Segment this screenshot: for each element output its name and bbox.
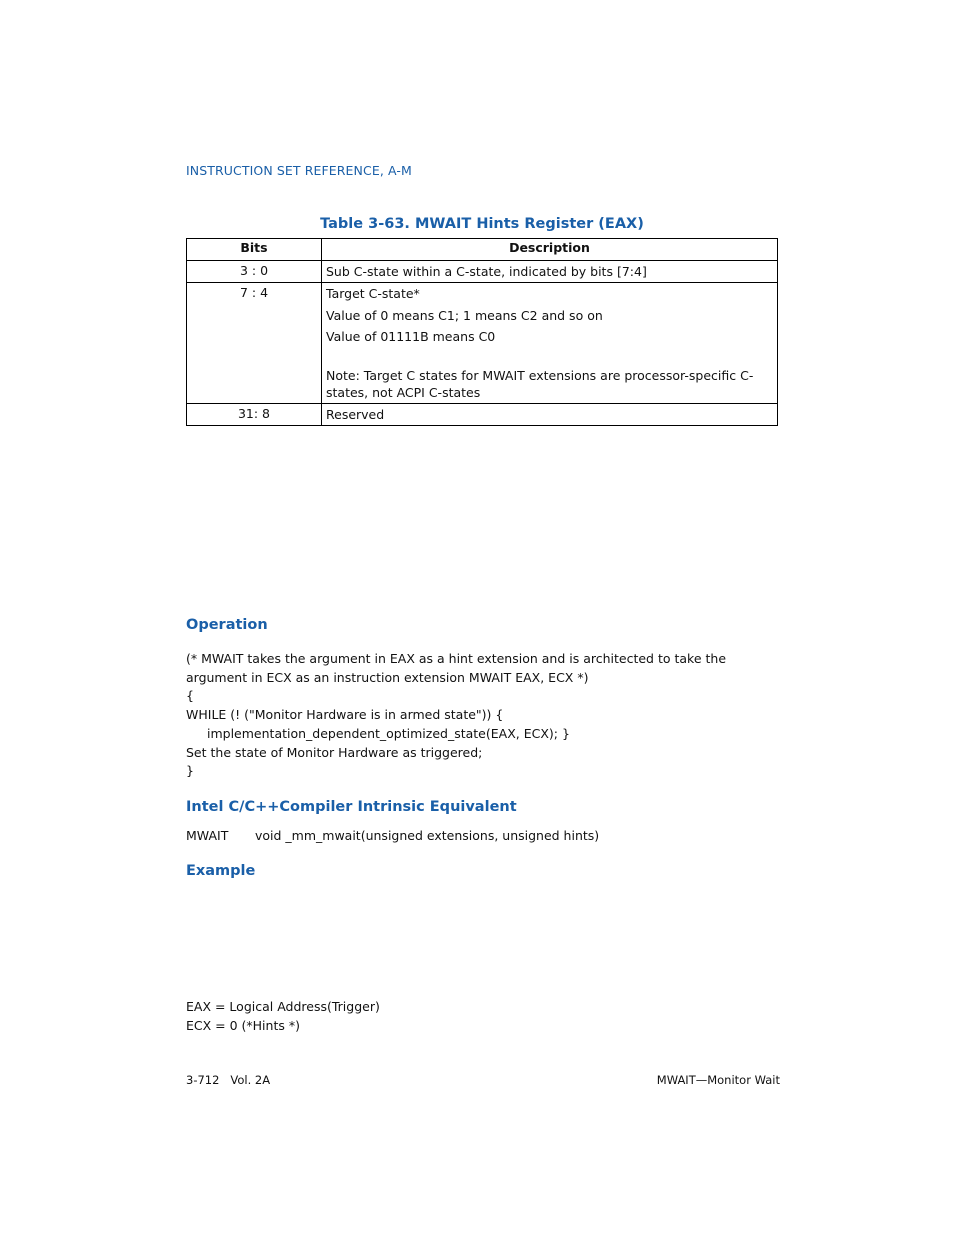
intrinsic-signature: void _mm_mwait(unsigned extensions, unsigned hints) (255, 828, 600, 843)
footer-section-title: MWAIT—Monitor Wait (656, 1073, 780, 1087)
intrinsic-name: MWAIT (186, 828, 229, 843)
code-line: { (186, 688, 194, 704)
bits-cell: 31: 8 (187, 404, 322, 426)
intrinsic-heading: Intel C/C++Compiler Intrinsic Equivalent (186, 799, 517, 815)
description-line: Target C-state* (326, 286, 420, 301)
table-row (187, 261, 778, 283)
code-line: EAX = Logical Address(Trigger) (186, 999, 380, 1014)
column-header-bits: Bits (187, 239, 322, 261)
description-line: Sub C-state within a C-state, indicated by bits [7:4] (326, 264, 647, 279)
table-row (187, 404, 778, 426)
bits-cell: 3 : 0 (187, 261, 322, 283)
example-code (186, 997, 380, 1035)
bits-cell: 7 : 4 (187, 283, 322, 404)
description-cell (322, 404, 778, 426)
code-line: ECX = 0 (*Hints *) (186, 1018, 300, 1033)
operation-heading: Operation (186, 617, 268, 633)
description-cell (322, 261, 778, 283)
code-line: WHILE (! ("Monitor Hardware is in armed state")) { (186, 707, 504, 723)
column-header-description: Description (322, 239, 778, 261)
mwait-hints-table (186, 238, 778, 426)
table-row (187, 283, 778, 404)
code-line: } (186, 763, 194, 779)
code-line: implementation_dependent_optimized_state(EAX, ECX); } (207, 725, 570, 741)
spacer (326, 345, 773, 367)
table-caption: Table 3-63. MWAIT Hints Register (EAX) (320, 216, 644, 232)
footer-page-number: 3-712 Vol. 2A (186, 1073, 271, 1087)
description-line: Value of 01111B means C0 (326, 329, 496, 344)
description-line: Value of 0 means C1; 1 means C2 and so on (326, 307, 603, 323)
intrinsic-row (186, 828, 599, 843)
table-header-row (187, 239, 778, 261)
running-header: INSTRUCTION SET REFERENCE, A-M (186, 163, 412, 178)
operation-code (186, 650, 786, 781)
description-line: Reserved (326, 407, 385, 422)
description-cell (322, 283, 778, 404)
code-line: (* MWAIT takes the argument in EAX as a hint extension and is architected to take the argument in ECX as an instruction extension MWAIT EAX, ECX *) (186, 651, 727, 685)
example-heading: Example (186, 863, 256, 879)
code-line: Set the state of Monitor Hardware as triggered; (186, 744, 483, 760)
description-note: Note: Target C states for MWAIT extensions are processor-specific C-states, not ACPI C-states (326, 368, 754, 400)
